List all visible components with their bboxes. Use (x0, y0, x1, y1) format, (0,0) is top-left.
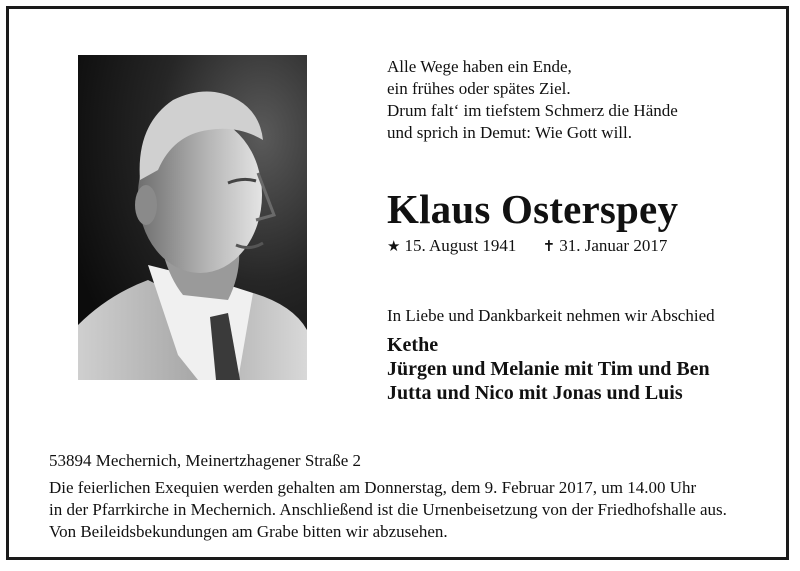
birth-date: 15. August 1941 (404, 236, 517, 255)
deceased-name: Klaus Osterspey (387, 186, 679, 232)
birth-star-icon: ★ (387, 239, 401, 255)
details-line: Die feierlichen Exequien werden gehalten am Donnerstag, dem 9. Februar 2017, um 14.00 Uhr (49, 478, 697, 497)
poem-line: ein frühes oder spätes Ziel. (387, 79, 571, 98)
address: 53894 Mechernich, Meinertzhagener Straße 2 (49, 451, 362, 470)
portrait-photo (78, 55, 307, 380)
details-line: Von Beileidsbekundungen am Grabe bitten wir abzusehen. (49, 522, 448, 541)
life-dates (387, 236, 667, 256)
poem-line: Alle Wege haben ein Ende, (387, 57, 572, 76)
family-line: Jürgen und Melanie mit Tim und Ben (387, 358, 710, 380)
poem (387, 56, 678, 144)
funeral-details (49, 477, 727, 543)
obituary-frame (6, 6, 789, 560)
death-cross-icon: ✝ (542, 239, 556, 255)
death-date: 31. Januar 2017 (559, 236, 668, 255)
portrait-illustration (78, 55, 307, 380)
family-line: Jutta und Nico mit Jonas und Luis (387, 382, 683, 404)
family-line: Kethe (387, 334, 439, 356)
family-names (387, 333, 710, 405)
poem-line: und sprich in Demut: Wie Gott will. (387, 123, 633, 142)
poem-line: Drum falt‘ im tiefstem Schmerz die Hände (387, 101, 678, 120)
details-line: in der Pfarrkirche in Mechernich. Anschließend ist die Urnenbeisetzung von der Friedhofshalle aus. (49, 500, 727, 519)
farewell-text: In Liebe und Dankbarkeit nehmen wir Abschied (387, 306, 715, 325)
